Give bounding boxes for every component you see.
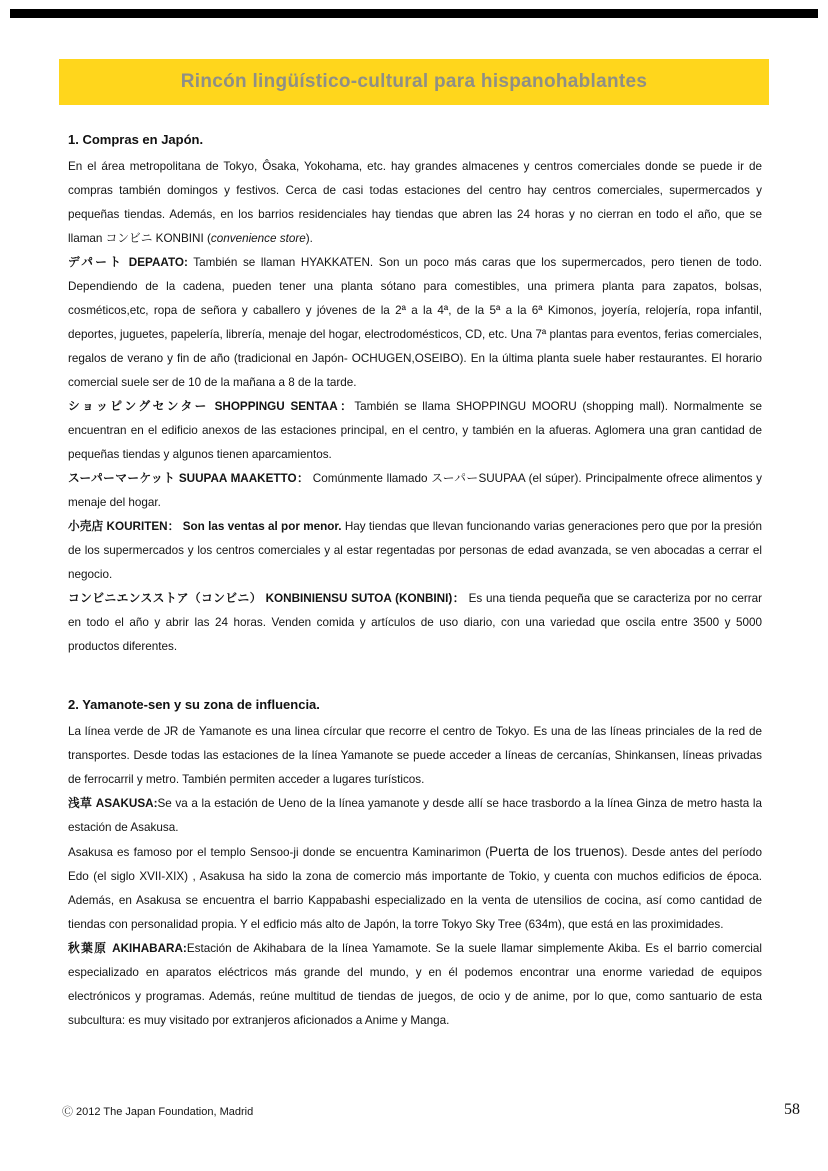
text-segment: También se llaman HYAKKATEN. Son un poco más caras que los supermercados, pero tienen de todo. Dependiendo de la cadena, pueden tener una planta sótano para comestibles, una primera planta para zapatos, bolsas, cosméticos,etc, ropa de señora y caballero y jóvenes de la 2ª a la 4ª, de la 5ª a la 6ª Kimonos, joyería, relojería, ropa infantil, deportes, juguetes, papelería, librería, menaje del hogar, electrodomésticos, CD, etc. Una 7ª plantas para eventos, ferias comerciales, regalos de verano y fin de año (tradicional en Japón- OCHUGEN,OSEIBO). En la última planta suele haber restaurantes. El horario comercial suele ser de 10 de la mañana a 8 de la tarde. xyxy=(68,256,763,389)
para-konbiniensu-sutoa xyxy=(68,587,762,659)
text-segment: ). xyxy=(305,232,313,245)
para-compras-intro xyxy=(68,155,762,251)
text-segment: La línea verde de JR de Yamanote es una linea círcular que recorre el centro de Tokyo. Es una de las líneas princiales de la red de transportes. Desde todas las estaciones de la línea Yamanote se puede acceder a líneas de cercanías, Shinkansen, líneas privadas de ferrocarril y metro. También permiten acceder a lugares turísticos. xyxy=(68,725,762,786)
page-footer xyxy=(62,1101,800,1119)
para-shoppingu-sentaa xyxy=(68,395,762,467)
para-yamanote-intro xyxy=(68,720,762,792)
term-kouriten: 小売店 KOURITEN： Son las ventas al por menor. xyxy=(68,520,342,533)
para-suupaa-maaketto xyxy=(68,467,762,515)
term-akihabara: 秋葉原 AKIHABARA: xyxy=(68,942,187,955)
text-segment: Se va a la estación de Ueno de la línea yamanote y desde allí se hace trasbordo a la línea Ginza de metro hasta la estación de Asakusa. xyxy=(68,797,762,834)
page-number: 58 xyxy=(784,1101,800,1118)
text-segment: Es una tienda pequeña que se caracteriza por no cerrar en todo el año y abrir las 24 horas. Venden comida y artículos de uso diario, con una variedad que oscila entre 3500 y 5000 productos diferentes. xyxy=(68,592,762,653)
term-shoppingu-sentaa: ショッピングセンター SHOPPINGU SENTAA： xyxy=(68,400,355,413)
para-asakusa xyxy=(68,792,762,840)
para-depaato xyxy=(68,251,762,395)
section-1-heading: 1. Compras en Japón. xyxy=(68,132,204,147)
section-divider-space xyxy=(68,659,762,697)
italic-convenience-store: convenience store xyxy=(210,232,306,245)
text-segment: Asakusa es famoso por el templo Sensoo-ji donde se encuentra Kaminarimon ( xyxy=(68,846,490,859)
term-asakusa: 浅草 ASAKUSA: xyxy=(68,797,158,810)
text-segment: También se llama SHOPPINGU MOORU (shopping mall). Normalmente se encuentran en el edificio anexos de las estaciones principal, en el centro, y también en la afueras. Aglomera una gran cantidad de pequeñas tiendas y algunos tienen aparcamientos. xyxy=(68,400,762,461)
para-kouriten xyxy=(68,515,762,587)
copyright-notice: Ⓒ 2012 The Japan Foundation, Madrid xyxy=(62,1106,254,1118)
text-segment: Estación de Akihabara de la línea Yamamote. Se la suele llamar simplemente Akiba. Es el barrio comercial especializado en aparatos eléctricos más grande del mundo, y en él podemos encontrar una enorme variedad de equipos electrónicos y programas. Además, reúne multitud de tiendas de juegos, de ocio y de anime, por lo que, como santuario de esta subcultura: es muy visitado por extranjeros aficionados a Anime y Manga. xyxy=(68,942,762,1027)
page-title: Rincón lingüístico-cultural para hispanohablantes xyxy=(180,71,648,92)
highlight-puerta-truenos: Puerta de los truenos xyxy=(489,844,621,859)
term-suupaa-maaketto: スーパーマーケット SUUPAA MAAKETTO： xyxy=(68,472,310,485)
page-top-border xyxy=(10,9,818,18)
section-2-heading: 2. Yamanote-sen y su zona de influencia. xyxy=(68,697,320,712)
text-segment: Comúnmente llamado スーパーSUUPAA (el súper). Principalmente ofrece alimentos y menaje del hogar. xyxy=(68,472,762,509)
title-banner xyxy=(59,59,769,105)
term-depaato: デパート DEPAATO: xyxy=(68,256,188,269)
text-segment: En el área metropolitana de Tokyo, Ôsaka, Yokohama, etc. hay grandes almacenes y centros comerciales donde se puede ir de compras también domingos y festivos. Cerca de casi todas estaciones del centro hay centros comerciales, supermercados y pequeñas tiendas. Además, en los barrios residenciales hay tiendas que abren las 24 horas y no cierran en todo el año, que se llaman コンビニ KONBINI ( xyxy=(68,160,762,245)
text-segment: Hay tiendas que llevan funcionando varias generaciones pero que por la presión de los supermercados y los centros comerciales y al estar regentadas por personas de edad avanzada, se ven abocadas a cerrar el negocio. xyxy=(68,520,762,581)
para-akihabara xyxy=(68,937,762,1033)
term-konbiniensu-sutoa: コンビニエンスストア（コンビニ） KONBINIENSU SUTOA (KONBINI)： xyxy=(68,592,465,605)
page-content xyxy=(68,132,762,1033)
para-asakusa-detail xyxy=(68,840,762,937)
text-segment: ). Desde antes del período Edo (el siglo XVII-XIX) , Asakusa ha sido la zona de comercio más importante de Tokio, y cuenta con muchos edificios de época. Además, en Asakusa se encuentra el barrio Kappabashi especializado en la venta de utensilios de cocina, así como cantidad de tiendas con personalidad propia. Y el edficio más alto de Japón, la torre Tokyo Sky Tree (634m), que está en las proximidades. xyxy=(68,846,762,931)
